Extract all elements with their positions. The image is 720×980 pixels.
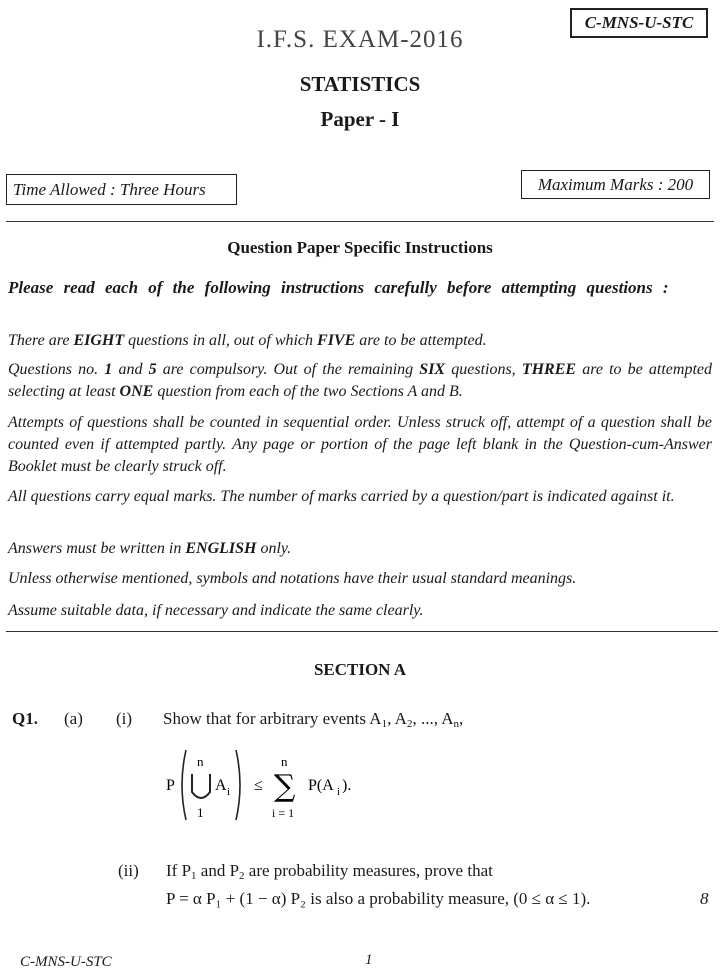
- union-upper: n: [197, 754, 204, 769]
- maximum-marks-box: Maximum Marks : 200: [521, 170, 710, 199]
- big-union-symbol: [192, 774, 210, 798]
- sigma-symbol: ∑: [274, 769, 296, 804]
- union-inequality-formula: [160, 740, 420, 830]
- left-paren: [182, 750, 186, 820]
- subpart-i-text: Show that for arbitrary events $A_1$, $A_2$, ..., $A_n$,: [163, 709, 464, 730]
- exam-title: I.F.S. EXAM-2016: [256, 26, 464, 53]
- sum-upper: n: [281, 754, 288, 769]
- divider-top: [6, 221, 714, 222]
- union-lower: 1: [197, 805, 204, 820]
- footer-code: C-MNS-U-STC: [20, 954, 112, 970]
- leq-symbol: ≤: [254, 777, 263, 794]
- instruction-2: Questions no. 1 and 5 are compulsory. Out of the remaining SIX questions, THREE are to be attempted selecting at least ONE question from each of the two Sections A and B.: [8, 361, 713, 400]
- union-set-sub: i: [227, 786, 231, 798]
- instruction-3: Attempts of questions shall be counted in sequential order. Unless struck off, attempt of a question shall be counted even if attempted partly. Any page or portion of the page left blank in the Question-cum-Answer Booklet must be clearly struck off.: [8, 414, 712, 475]
- instruction-5: Answers must be written in ENGLISH only.: [8, 540, 292, 557]
- paper-code-box: C-MNS-U-STC: [570, 8, 708, 38]
- instruction-6: Unless otherwise mentioned, symbols and notations have their usual standard meanings.: [8, 570, 577, 587]
- instruction-4: All questions carry equal marks. The number of marks carried by a question/part is indicated against it.: [8, 488, 675, 505]
- instructions-lead: Please read each of the following instructions carefully before attempting questions :: [8, 278, 669, 297]
- paper-title: Paper - I: [320, 107, 400, 131]
- instruction-1: There are EIGHT questions in all, out of which FIVE are to be attempted.: [8, 332, 487, 349]
- formula-p: P: [166, 777, 175, 794]
- question-marks: 8: [700, 889, 709, 908]
- rhs-sub: i: [337, 786, 341, 798]
- divider-bottom: [6, 631, 718, 632]
- subpart-i-label: (i): [116, 709, 133, 728]
- instruction-7: Assume suitable data, if necessary and indicate the same clearly.: [8, 602, 424, 619]
- instructions-heading: Question Paper Specific Instructions: [227, 238, 493, 257]
- sum-lower: i = 1: [272, 806, 295, 820]
- section-heading: SECTION A: [313, 660, 407, 679]
- question-part: (a): [64, 709, 83, 728]
- rhs-end: ).: [342, 777, 352, 794]
- subpart-ii-text: If $P_1$ and $P_2$ are probability measures, prove that: [166, 861, 493, 882]
- subject-title: STATISTICS: [299, 72, 421, 96]
- union-set: A: [215, 777, 227, 794]
- subpart-ii-label: (ii): [118, 861, 139, 880]
- page-number: 1: [365, 952, 373, 968]
- time-allowed-box: Time Allowed : Three Hours: [6, 174, 237, 205]
- right-paren: [236, 750, 240, 820]
- question-number: Q1.: [12, 709, 38, 728]
- rhs-term: P(A: [308, 777, 334, 794]
- subpart-ii-formula: P = α P₁ + (1 − α) P₂ is also a probability measure, (0 ≤ α ≤ 1).: [166, 889, 591, 908]
